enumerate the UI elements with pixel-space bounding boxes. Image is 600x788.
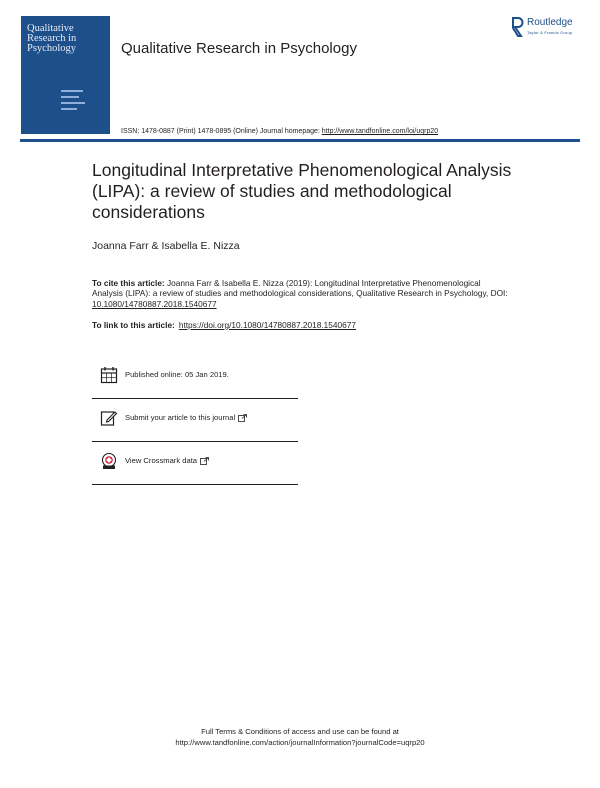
cite-doi-link[interactable]: 10.1080/14780887.2018.1540677 <box>92 298 217 309</box>
journal-title: Qualitative Research in Psychology <box>121 40 357 57</box>
article-title: Longitudinal Interpretative Phenomenological Analysis (LIPA): a review of studies and methodological considerations <box>92 160 512 222</box>
article-authors: Joanna Farr & Isabella E. Nizza <box>92 240 240 252</box>
link-label: To link to this article: <box>92 320 175 330</box>
cover-title <box>27 24 104 54</box>
cover-title-line: Qualitative <box>27 23 74 34</box>
issn-line <box>121 128 438 135</box>
routledge-r-icon <box>511 17 524 37</box>
publisher-tagline: Taylor & Francis Group <box>527 30 573 35</box>
header-rule <box>20 139 580 142</box>
citation-block <box>92 278 512 309</box>
crossmark-link[interactable] <box>125 456 209 465</box>
published-date: Published online: 05 Jan 2019. <box>125 370 229 379</box>
submit-article-link[interactable] <box>125 413 247 422</box>
publisher-logo <box>511 17 589 39</box>
cite-label: To cite this article: <box>92 278 165 288</box>
edit-icon <box>100 409 118 427</box>
submit-article-label: Submit your article to this journal <box>125 413 236 422</box>
footer-terms: Full Terms & Conditions of access and use can be found at <box>201 727 399 736</box>
crossmark-label: View Crossmark data <box>125 456 198 465</box>
submit-article-row[interactable] <box>92 398 298 442</box>
journal-cover <box>21 16 110 134</box>
external-link-icon <box>238 414 247 422</box>
cover-title-line: Research in <box>27 33 77 44</box>
external-link-icon <box>200 457 209 465</box>
article-doi-link[interactable]: https://doi.org/10.1080/14780887.2018.1540677 <box>178 320 356 330</box>
issn-text: ISSN: 1478-0887 (Print) 1478-0895 (Online) Journal homepage: <box>121 128 322 135</box>
published-row <box>92 355 298 399</box>
cite-text: Joanna Farr & Isabella E. Nizza (2019): Longitudinal Interpretative Phenomenological Analysis (LIPA): a review of studies and methodological considerations, Qualitative Research in Psychology, DOI: <box>92 278 508 299</box>
cover-decoration <box>61 90 85 114</box>
footer <box>0 727 600 748</box>
cover-title-line: Psychology <box>27 43 77 54</box>
journal-homepage-link[interactable]: http://www.tandfonline.com/loi/uqrp20 <box>321 128 439 135</box>
footer-terms-link[interactable]: http://www.tandfonline.com/action/journalInformation?journalCode=uqrp20 <box>175 737 425 747</box>
calendar-icon <box>100 366 118 384</box>
crossmark-row[interactable] <box>92 441 298 485</box>
crossmark-icon <box>100 452 118 470</box>
article-link-line <box>92 320 356 330</box>
publisher-name: Routledge <box>527 17 573 28</box>
